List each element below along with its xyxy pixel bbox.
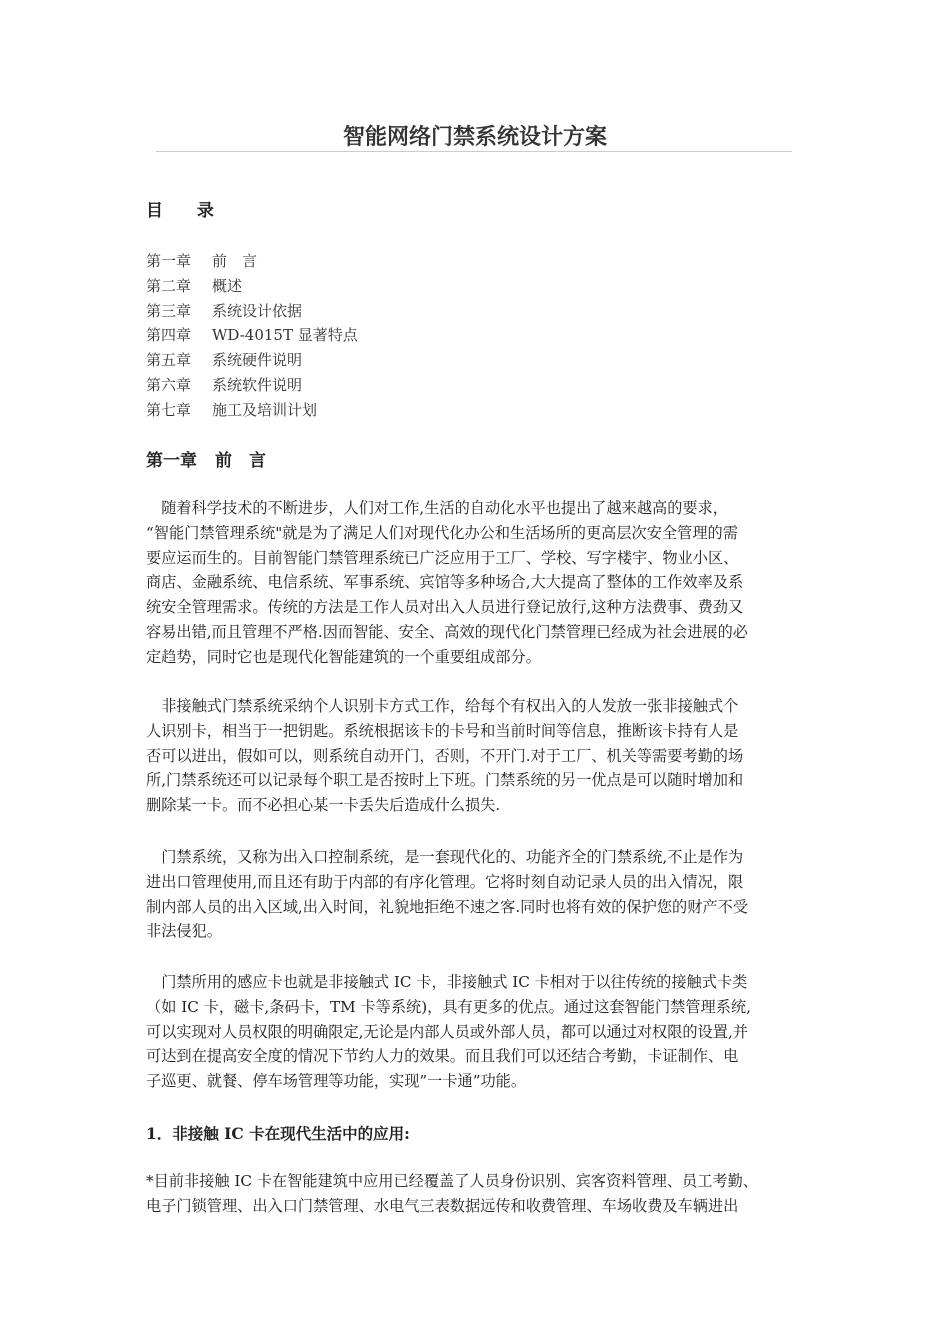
paragraph-line: 子巡更、就餐、停车场管理等功能，实现”一卡通”功能。: [146, 1072, 527, 1091]
toc-chapter-label: 系统软件说明: [212, 375, 303, 394]
paragraph-line: 制内部人员的出入区域,出入时间，礼貌地拒绝不速之客.同时也将有效的保护您的财产不受: [146, 897, 748, 916]
toc-item: [146, 323, 358, 348]
paragraph-line: 非法侵犯。: [146, 922, 222, 941]
toc-item: [146, 299, 358, 324]
toc-chapter-label: 前 言: [212, 252, 258, 270]
toc-item: [146, 398, 358, 423]
toc-chapter-number: 第四章: [146, 326, 192, 345]
toc-chapter-number: 第三章: [146, 301, 192, 320]
toc-item: [146, 274, 358, 299]
paragraph-line: 删除某一卡。而不必担心某一卡丢失后造成什么损失.: [146, 796, 501, 815]
paragraph-line: 门禁所用的感应卡也就是非接触式 IC 卡，非接触式 IC 卡相对于以往传统的接触式卡类: [146, 973, 748, 991]
table-of-contents: [146, 249, 358, 423]
toc-chapter-number: 第一章: [146, 252, 192, 270]
toc-chapter-label: 概述: [212, 276, 243, 295]
toc-chapter-number: 第二章: [146, 276, 192, 295]
paragraph-line: 否可以进出，假如可以，则系统自动开门，否则，不开门.对于工厂、机关等需要考勤的场: [146, 746, 744, 765]
paragraph-line: 可以实现对人员权限的明确限定,无论是内部人员或外部人员，都可以通过对权限的设置,并: [146, 1022, 748, 1041]
toc-chapter-label: 系统硬件说明: [212, 351, 303, 370]
body-paragraph: [146, 496, 816, 670]
chapter-title: 前 言: [215, 451, 266, 471]
paragraph-line: 要应运而生的。目前智能门禁管理系统已广泛应用于工厂、学校、写字楼宇、物业小区、: [146, 548, 739, 567]
paragraph-line: 商店、金融系统、电信系统、军事系统、宾馆等多种场合,大大提高了整体的工作效率及系: [146, 573, 744, 592]
body-paragraph: [146, 1169, 816, 1219]
toc-chapter-label: 施工及培训计划: [212, 400, 318, 419]
paragraph-line: *目前非接触 IC 卡在智能建筑中应用已经覆盖了人员身份识别、宾客资料管理、员工考勤、: [146, 1172, 758, 1190]
paragraph-line: 定趋势，同时它也是现代化智能建筑的一个重要组成部分。: [146, 647, 541, 666]
paragraph-line: 电子门锁管理、出入口门禁管理、水电气三表数据远传和收费管理、车场收费及车辆进出: [146, 1196, 739, 1215]
paragraph-line: 人识别卡，相当于一把钥匙。系统根据该卡的卡号和当前时间等信息，推断该卡持有人是: [146, 721, 739, 740]
toc-chapter-number: 第五章: [146, 351, 192, 370]
section-heading: 1．非接触 IC 卡在现代生活中的应用:: [146, 1124, 410, 1143]
body-paragraph: [146, 970, 816, 1094]
chapter-heading: [146, 448, 266, 474]
document-title: 智能网络门禁系统设计方案: [342, 124, 607, 150]
toc-item: [146, 249, 358, 274]
paragraph-line: 随着科学技术的不断进步，人们对工作,生活的自动化水平也提出了越来越高的要求，: [146, 499, 728, 517]
toc-chapter-label: WD-4015T 显著特点: [212, 326, 358, 345]
paragraph-line: 非接触式门禁系统采纳个人识别卡方式工作，给每个有权出入的人发放一张非接触式个: [146, 697, 739, 715]
paragraph-line: 所,门禁系统还可以记录每个职工是否按时上下班。门禁系统的另一优点是可以随时增加和: [146, 771, 744, 790]
toc-chapter-number: 第六章: [146, 375, 192, 394]
body-paragraph: [146, 845, 816, 944]
chapter-number: 第一章: [146, 451, 197, 471]
paragraph-line: “智能门禁管理系统"就是为了满足人们对现代化办公和生活场所的更高层次安全管理的需: [146, 523, 738, 542]
toc-item: [146, 373, 358, 398]
paragraph-line: 进出口管理使用,而且还有助于内部的有序化管理。它将时刻自动记录人员的出入情况，限: [146, 872, 744, 891]
toc-heading: 目 录: [146, 201, 228, 221]
paragraph-line: （如 IC 卡，磁卡,条码卡，TM 卡等系统)，具有更多的优点。通过这套智能门禁管理系统,: [146, 997, 751, 1016]
toc-chapter-number: 第七章: [146, 400, 192, 419]
body-paragraph: [146, 694, 816, 818]
paragraph-line: 统安全管理需求。传统的方法是工作人员对出入人员进行登记放行,这种方法费事、费劲又: [146, 598, 744, 617]
paragraph-line: 可达到在提高安全度的情况下节约人力的效果。而且我们可以还结合考勤，卡证制作、电: [146, 1047, 739, 1066]
paragraph-line: 门禁系统，又称为出入口控制系统，是一套现代化的、功能齐全的门禁系统,不止是作为: [146, 848, 744, 866]
toc-chapter-label: 系统设计依据: [212, 301, 303, 320]
toc-item: [146, 348, 358, 373]
paragraph-line: 容易出错,而且管理不严格.因而智能、安全、高效的现代化门禁管理已经成为社会进展的必: [146, 622, 748, 641]
title-divider: [156, 151, 792, 152]
